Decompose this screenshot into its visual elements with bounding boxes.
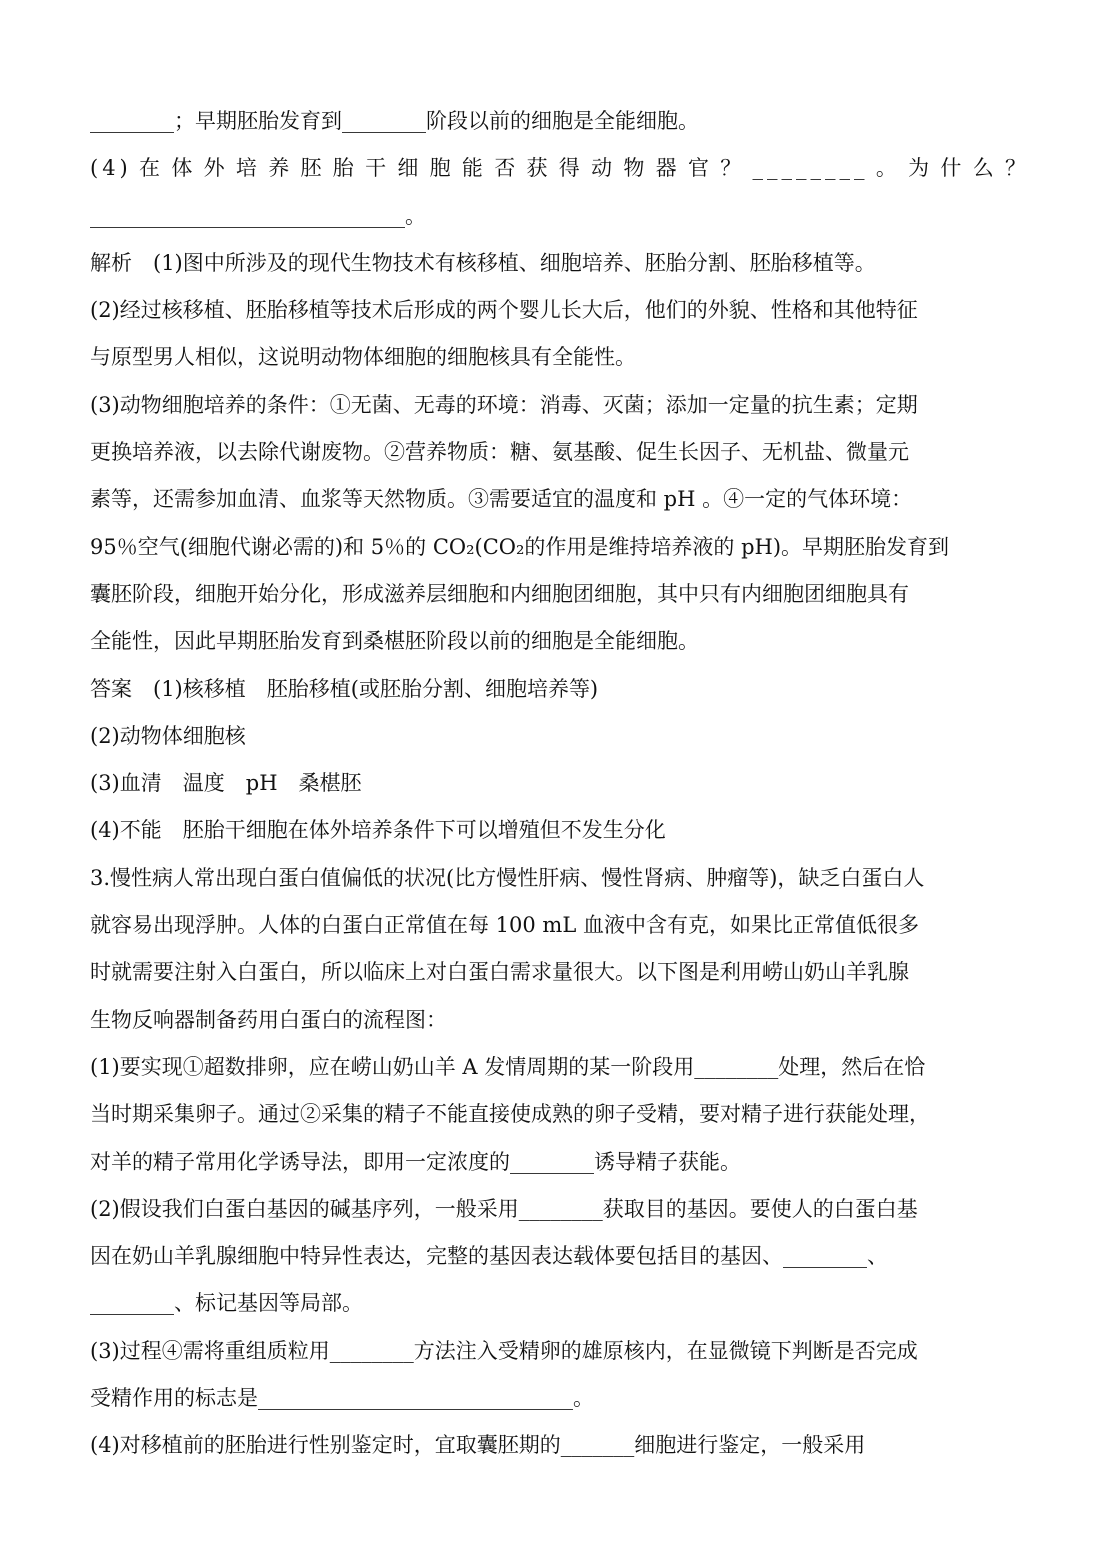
text-line: 当时期采集卵子。通过②采集的精子不能直接使成熟的卵子受精，要对精子进行获能处理， bbox=[90, 1102, 930, 1127]
text-line: (3)动物细胞培养的条件：①无菌、无毒的环境：消毒、灭菌；添加一定量的抗生素；定期 bbox=[90, 392, 918, 417]
question-4-line: (4)在体外培养胚胎干细胞能否获得动物器官？________。为什么？ bbox=[90, 156, 1030, 181]
text-line: 95％空气(细胞代谢必需的)和 5％的 CO₂(CO₂的作用是维持培养液的 pH)。早期胚胎发育到 bbox=[90, 534, 950, 559]
text-line: (2)假设我们白蛋白基因的碱基序列，一般采用________获取目的基因。要使人的白蛋白基 bbox=[90, 1196, 918, 1221]
text-line: 因在奶山羊乳腺细胞中特异性表达，完整的基因表达载体要包括目的基因、________、 bbox=[90, 1244, 888, 1269]
answer-blank-line: ______________________________。 bbox=[90, 203, 426, 228]
answer-line: (2)动物体细胞核 bbox=[90, 723, 246, 748]
text-line: 时就需要注射入白蛋白，所以临床上对白蛋白需求量很大。以下图是利用崂山奶山羊乳腺 bbox=[90, 960, 909, 985]
text-line: 就容易出现浮肿。人体的白蛋白正常值在每 100 mL 血液中含有克，如果比正常值低很多 bbox=[90, 913, 919, 938]
analysis-heading-line: 解析 (1)图中所涉及的现代生物技术有核移植、细胞培养、胚胎分割、胚胎移植等。 bbox=[90, 250, 876, 275]
text-line: 与原型男人相似，这说明动物体细胞的细胞核具有全能性。 bbox=[90, 345, 636, 370]
answer-line: (3)血清 温度 pH 桑椹胚 bbox=[90, 771, 362, 796]
text-line: (3)过程④需将重组质粒用________方法注入受精卵的雄原核内，在显微镜下判断是否完成 bbox=[90, 1338, 918, 1363]
document-page bbox=[90, 98, 1030, 1470]
text-line: (4)对移植前的胚胎进行性别鉴定时，宜取囊胚期的_______细胞进行鉴定，一般采用 bbox=[90, 1433, 866, 1458]
question-3-line: 3.慢性病人常出现白蛋白值偏低的状况(比方慢性肝病、慢性肾病、肿瘤等)，缺乏白蛋白人 bbox=[90, 865, 925, 890]
text-line: 全能性，因此早期胚胎发育到桑椹胚阶段以前的细胞是全能细胞。 bbox=[90, 629, 699, 654]
text-line: 素等，还需参加血清、血浆等天然物质。③需要适宜的温度和 pH 。④一定的气体环境： bbox=[90, 487, 913, 512]
text-line: ________、标记基因等局部。 bbox=[90, 1291, 363, 1316]
text-line: (2)经过核移植、胚胎移植等技术后形成的两个婴儿长大后，他们的外貌、性格和其他特征 bbox=[90, 298, 918, 323]
answer-heading-line: 答案 (1)核移植 胚胎移植(或胚胎分割、细胞培养等) bbox=[90, 676, 599, 701]
text-line: 更换培养液，以去除代谢废物。②营养物质：糖、氨基酸、促生长因子、无机盐、微量元 bbox=[90, 440, 909, 465]
text-line: (1)要实现①超数排卵，应在崂山奶山羊 A 发情周期的某一阶段用________处理，然后在恰 bbox=[90, 1054, 926, 1079]
text-line: 对羊的精子常用化学诱导法，即用一定浓度的________诱导精子获能。 bbox=[90, 1149, 741, 1174]
text-line: 生物反响器制备药用白蛋白的流程图： bbox=[90, 1007, 447, 1032]
text-line: ________；早期胚胎发育到________阶段以前的细胞是全能细胞。 bbox=[90, 109, 699, 133]
text-line: 受精作用的标志是______________________________。 bbox=[90, 1386, 594, 1411]
answer-line: (4)不能 胚胎干细胞在体外培养条件下可以增殖但不发生分化 bbox=[90, 818, 666, 843]
text-line: 囊胚阶段，细胞开始分化，形成滋养层细胞和内细胞团细胞，其中只有内细胞团细胞具有 bbox=[90, 581, 909, 606]
